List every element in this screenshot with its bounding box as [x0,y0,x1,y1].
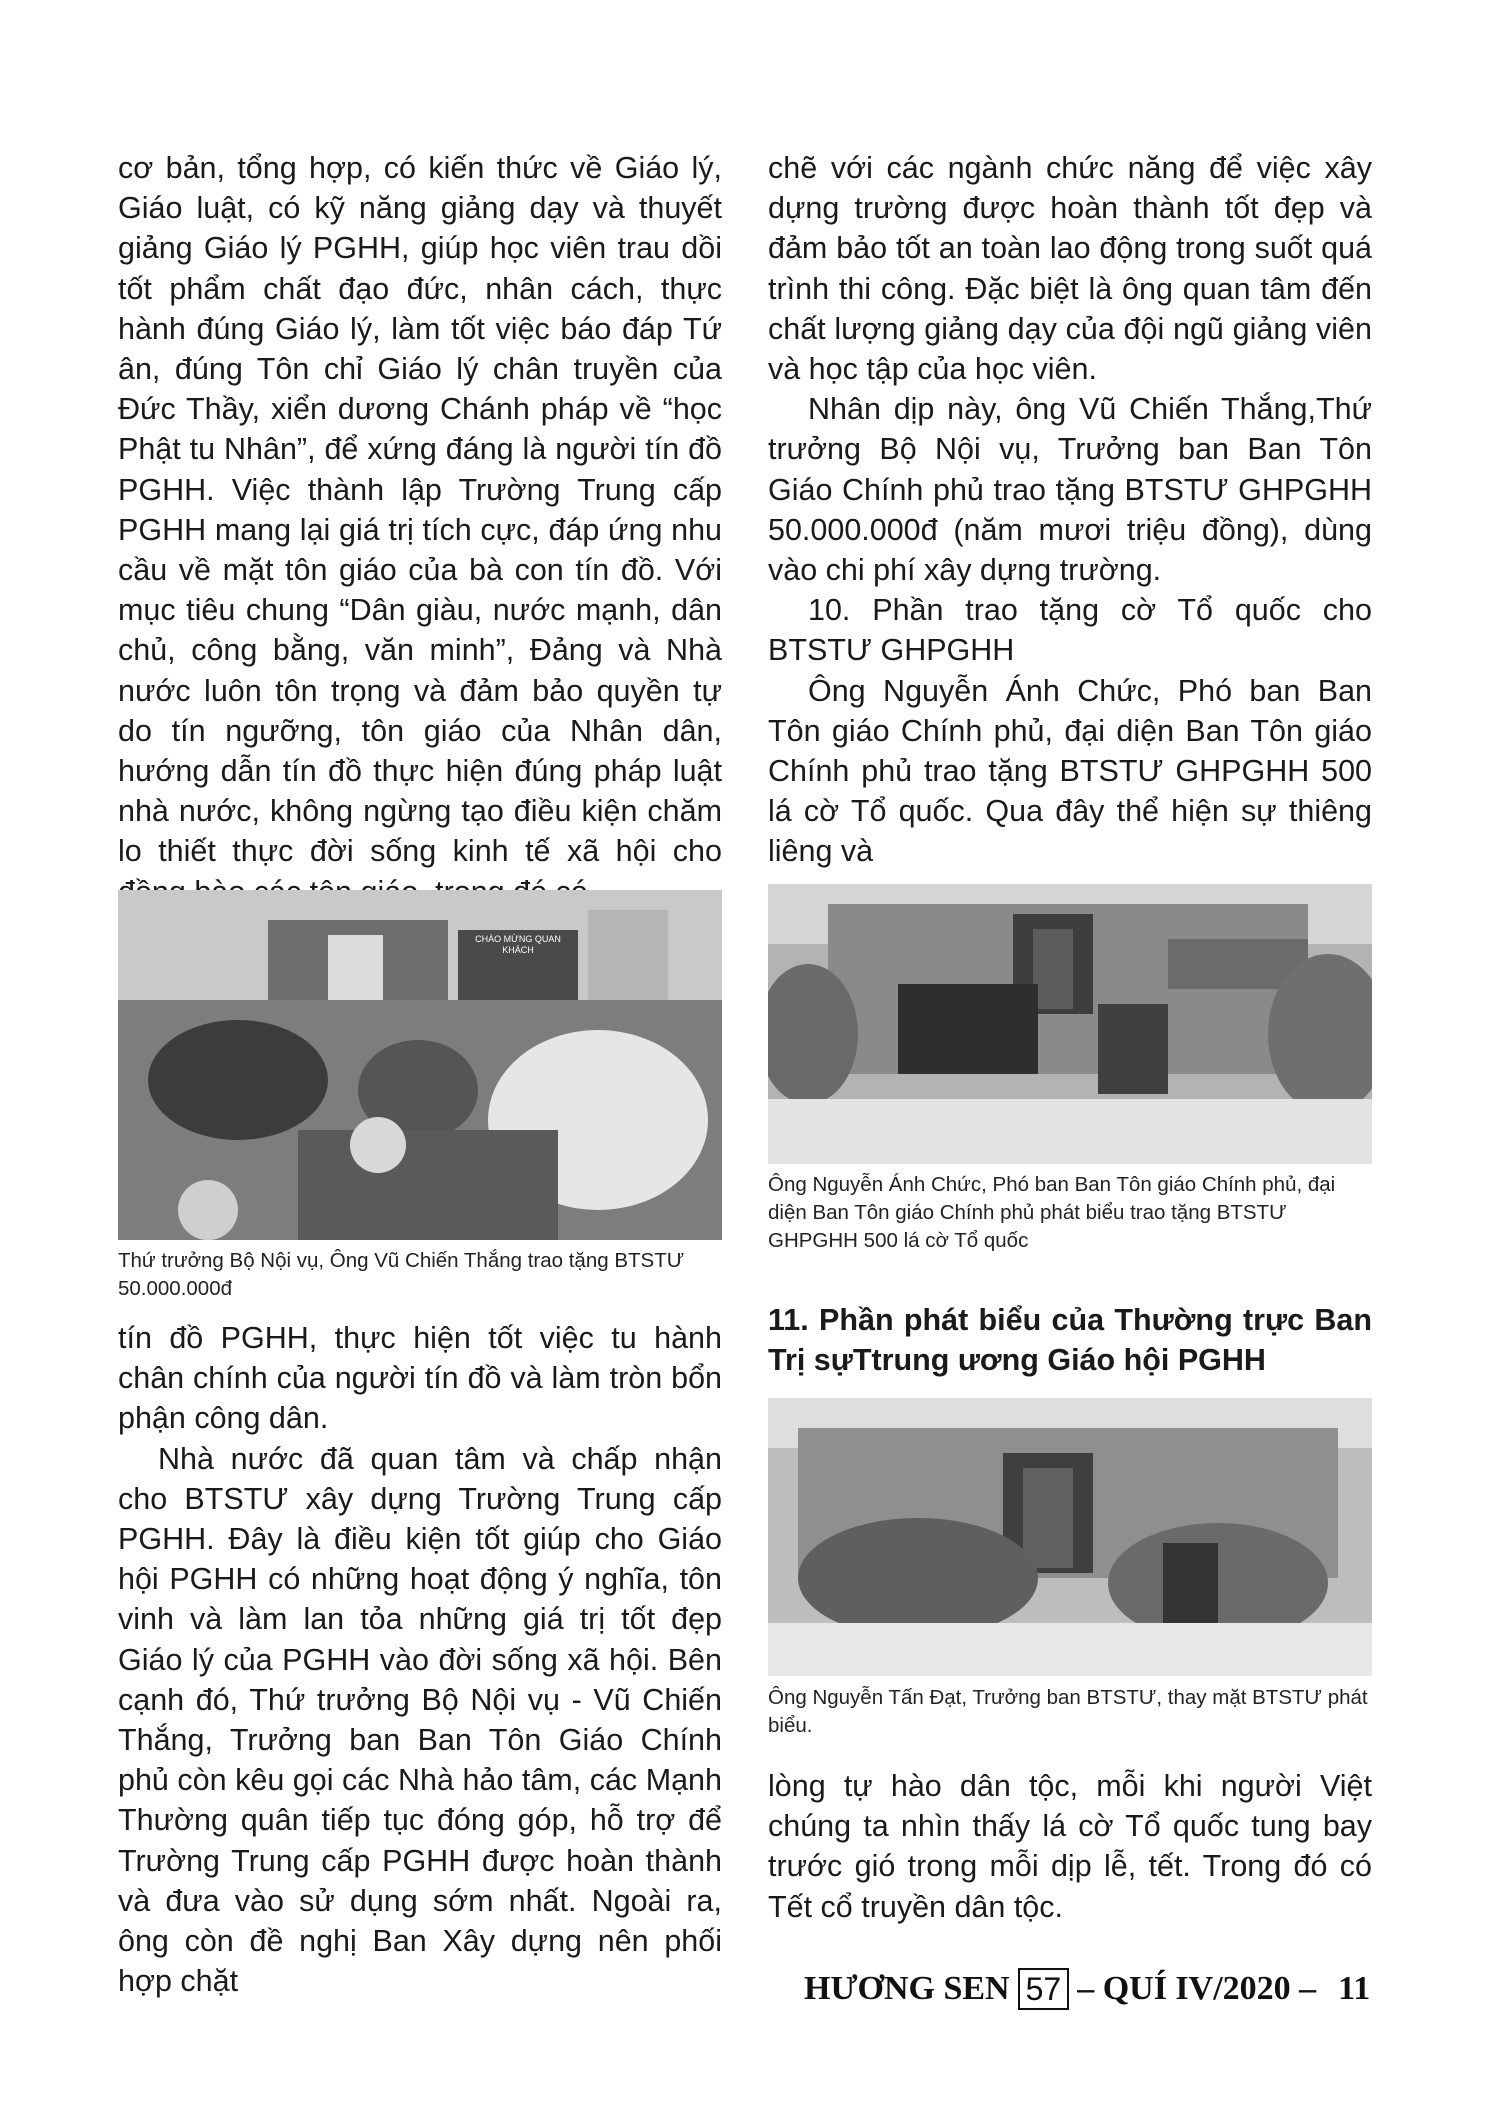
section-11-heading: 11. Phần phát biểu của Thường trực Ban Trị sựTtrung ương Giáo hội PGHH [768,1303,1372,1377]
magazine-name: HƯƠNG SEN [804,1970,1010,2007]
right-top-paragraph-4: Ông Nguyễn Ánh Chức, Phó ban Ban Tôn giáo Chính phủ, đại diện Ban Tôn giáo Chính phủ trao tặng BTSTƯ GHPGHH 500 lá cờ Tổ quốc. Qua đây thể hiện sự thiêng liêng và [768,673,1372,869]
page-number: 11 [1338,1970,1371,2007]
photo-ceremony-stage-caption: Ông Nguyễn Ánh Chức, Phó ban Ban Tôn giáo Chính phủ, đại diện Ban Tôn giáo Chính phủ phát biểu trao tặng BTSTƯ GHPGHH 500 lá cờ Tổ quốc [768,1173,1336,1252]
photo-meeting-caption: Thứ trưởng Bộ Nội vụ, Ông Vũ Chiến Thắng trao tặng BTSTƯ 50.000.000đ [118,1249,685,1300]
photo-ceremony-stage [768,884,1372,1164]
left-bottom-paragraph-1: tín đồ PGHH, thực hiện tốt việc tu hành chân chính của người tín đồ và làm tròn bổn phận công dân. [118,1321,722,1436]
right-top-paragraph-2: Nhân dịp này, ông Vũ Chiến Thắng,Thứ trưởng Bộ Nội vụ, Trưởng ban Ban Tôn Giáo Chính phủ trao tặng BTSTƯ GHPGHH 50.000.000đ (năm mươi triệu đồng), dùng vào chi phí xây dựng trường. [768,392,1372,588]
issue-number-box: 57 [1018,1968,1070,2010]
photo-meeting-image [118,890,722,1240]
right-top-text [768,148,1372,872]
photo-speech-image [768,1398,1372,1676]
left-bottom-paragraph-2: Nhà nước đã quan tâm và chấp nhận cho BTSTƯ xây dựng Trường Trung cấp PGHH. Đây là điều kiện tốt giúp cho Giáo hội PGHH có những hoạt động ý nghĩa, tôn vinh và làm lan tỏa những giá trị tốt đẹp Giáo lý của PGHH vào đời sống xã hội. Bên cạnh đó, Thứ trưởng Bộ Nội vụ - Vũ Chiến Thắng, Trưởng ban Ban Tôn Giáo Chính phủ còn kêu gọi các Nhà hảo tâm, các Mạnh Thường quân tiếp tục đóng góp, hỗ trợ để Trường Trung cấp PGHH được hoàn thành và đưa vào sử dụng sớm nhất. Ngoài ra, ông còn đề nghị Ban Xây dựng nên phối hợp chặt [118,1441,722,1999]
photo-ceremony-stage-image [768,884,1372,1164]
photo-meeting-banner: CHÀO MỪNG QUAN KHÁCH [475,934,561,955]
issue-period: – QUÍ IV/2020 – [1077,1970,1317,2007]
photo-speech-caption: Ông Nguyễn Tấn Đạt, Trưởng ban BTSTƯ, thay mặt BTSTƯ phát biểu. [768,1686,1368,1737]
left-top-paragraph: cơ bản, tổng hợp, có kiến thức về Giáo lý, Giáo luật, có kỹ năng giảng dạy và thuyết giảng Giáo lý PGHH, giúp học viên trau dồi tốt phẩm chất đạo đức, nhân cách, thực hành đúng Giáo lý, làm tốt việc báo đáp Tứ ân, đúng Tôn chỉ Giáo lý chân truyền của Đức Thầy, xiển dương Chánh pháp về “học Phật tu Nhân”, để xứng đáng là người tín đồ PGHH. Việc thành lập Trường Trung cấp PGHH mang lại giá trị tích cực, đáp ứng nhu cầu về mặt tôn giáo của bà con tín đồ. Với mục tiêu chung “Dân giàu, nước mạnh, dân chủ, công bằng, văn minh”, Đảng và Nhà nước luôn tôn trọng và đảm bảo quyền tự do tín ngưỡng, tôn giáo của Nhân dân, hướng dẫn tín đồ thực hiện đúng pháp luật nhà nước, không ngừng tạo điều kiện chăm lo thiết thực đời sống kinh tế xã hội cho [118,151,722,869]
right-top-paragraph-3: 10. Phần trao tặng cờ Tổ quốc cho BTSTƯ GHPGHH [768,593,1372,668]
right-top-paragraph-1: chẽ với các ngành chức năng để việc xây dựng trường được hoàn thành tốt đẹp và đảm bảo tốt an toàn lao động trong suốt quá trình thi công. Đặc biệt là ông quan tâm đến chất lượng giảng dạy của đội ngũ giảng viên và học tập của học viên. [768,151,1372,387]
left-bottom-text [118,1318,722,2001]
page-footer [804,1964,1384,2014]
photo-meeting [118,890,722,1240]
photo-speech [768,1398,1372,1676]
right-bottom-paragraph: lòng tự hào dân tộc, mỗi khi người Việt chúng ta nhìn thấy lá cờ Tổ quốc tung bay trước gió trong mỗi dịp lễ, tết. Trong đó có Tết cổ truyền dân tộc. [768,1769,1372,1924]
